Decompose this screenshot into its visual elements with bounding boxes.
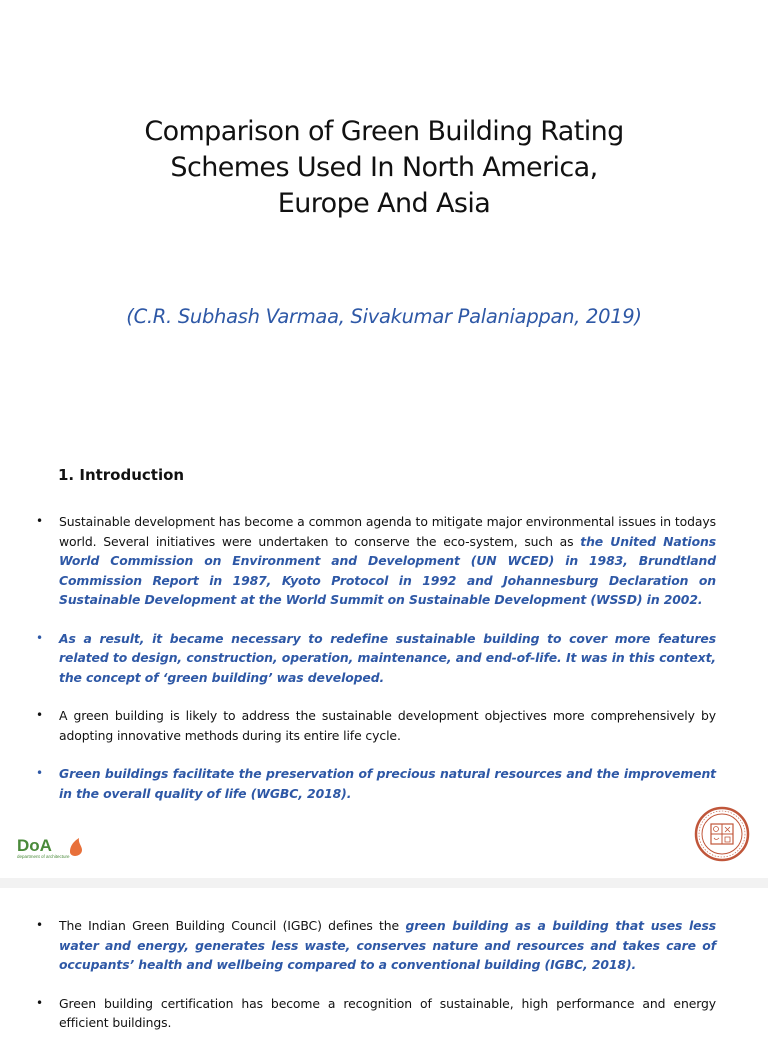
bullet-icon: • — [36, 514, 43, 528]
bullet-icon: • — [36, 918, 43, 932]
logo-subtext: department of architecture — [17, 854, 70, 859]
bullet-item — [30, 629, 716, 688]
slide-title — [60, 114, 708, 222]
slide-gap — [0, 878, 768, 888]
bullet-text: A green building is likely to address the sustainable development objectives more comprehensively by adopting innovative methods during its entire life cycle. — [59, 708, 716, 743]
bullet-icon: • — [36, 708, 43, 722]
logo-text: DoA — [17, 836, 52, 855]
bullet-item — [30, 512, 716, 610]
intro-bullet-list — [30, 512, 716, 822]
bullet-text: Sustainable development has become a common agenda to mitigate major environmental issues in todays world. Several initiatives were undertaken to conserve the eco-system, such as — [59, 514, 716, 549]
bullet-highlight: green building as a building that uses less water and energy, generates less waste, conserves nature and resources and takes care of occupants’ health and wellbeing compared to a conventional building (IGBC, 2018) — [59, 918, 716, 972]
bullet-tail: . — [379, 669, 385, 685]
section-heading: 1. Introduction — [58, 466, 185, 484]
bullet-item — [30, 706, 716, 745]
bullet-item — [30, 994, 716, 1033]
bullet-icon: • — [36, 995, 43, 1010]
authors-citation: (C.R. Subhash Varmaa, Sivakumar Palaniappan, 2019) — [126, 305, 642, 328]
bullet-item — [30, 764, 716, 803]
institution-seal-icon — [694, 806, 750, 862]
bullet-highlight: Green buildings facilitate the preservation of precious natural resources and the improvement in the overall quality of life (WGBC, 2018) — [59, 766, 716, 801]
bullet-tail: . — [697, 592, 703, 607]
bullet-tail: . — [346, 785, 352, 801]
slide-2 — [0, 888, 768, 1030]
bullet-text: Green building certification has become a recognition of sustainable, high performance and energy efficient buildings. — [59, 995, 716, 1030]
title-line: Europe And Asia — [277, 188, 491, 219]
bullet-icon: • — [36, 766, 43, 780]
title-line: Comparison of Green Building Rating — [144, 116, 624, 147]
bullet-item — [30, 916, 716, 975]
bullet-tail: . — [631, 957, 637, 972]
bullet-highlight: As a result, it became necessary to redefine sustainable building to cover more features related to design, construction, operation, maintenance, and end-of-life. It was in this context, the concept of ‘green building’ was developed — [59, 630, 716, 685]
title-line: Schemes Used In North America, — [170, 152, 598, 183]
bullet-highlight: the United Nations World Commission on Environment and Development (UN WCED) in 1983, Brundtland Commission Report in 1987, Kyoto Protocol in 1992 and Johannesburg Declaration on Sustainable Development at the World Summit on Sustainable Development (WSSD) in 2002 — [59, 533, 716, 607]
slide2-bullet-list — [30, 916, 716, 1052]
bullet-text: The Indian Green Building Council (IGBC) defines the — [59, 918, 406, 933]
doa-logo-icon — [16, 834, 86, 860]
bullet-icon: • — [36, 630, 43, 645]
